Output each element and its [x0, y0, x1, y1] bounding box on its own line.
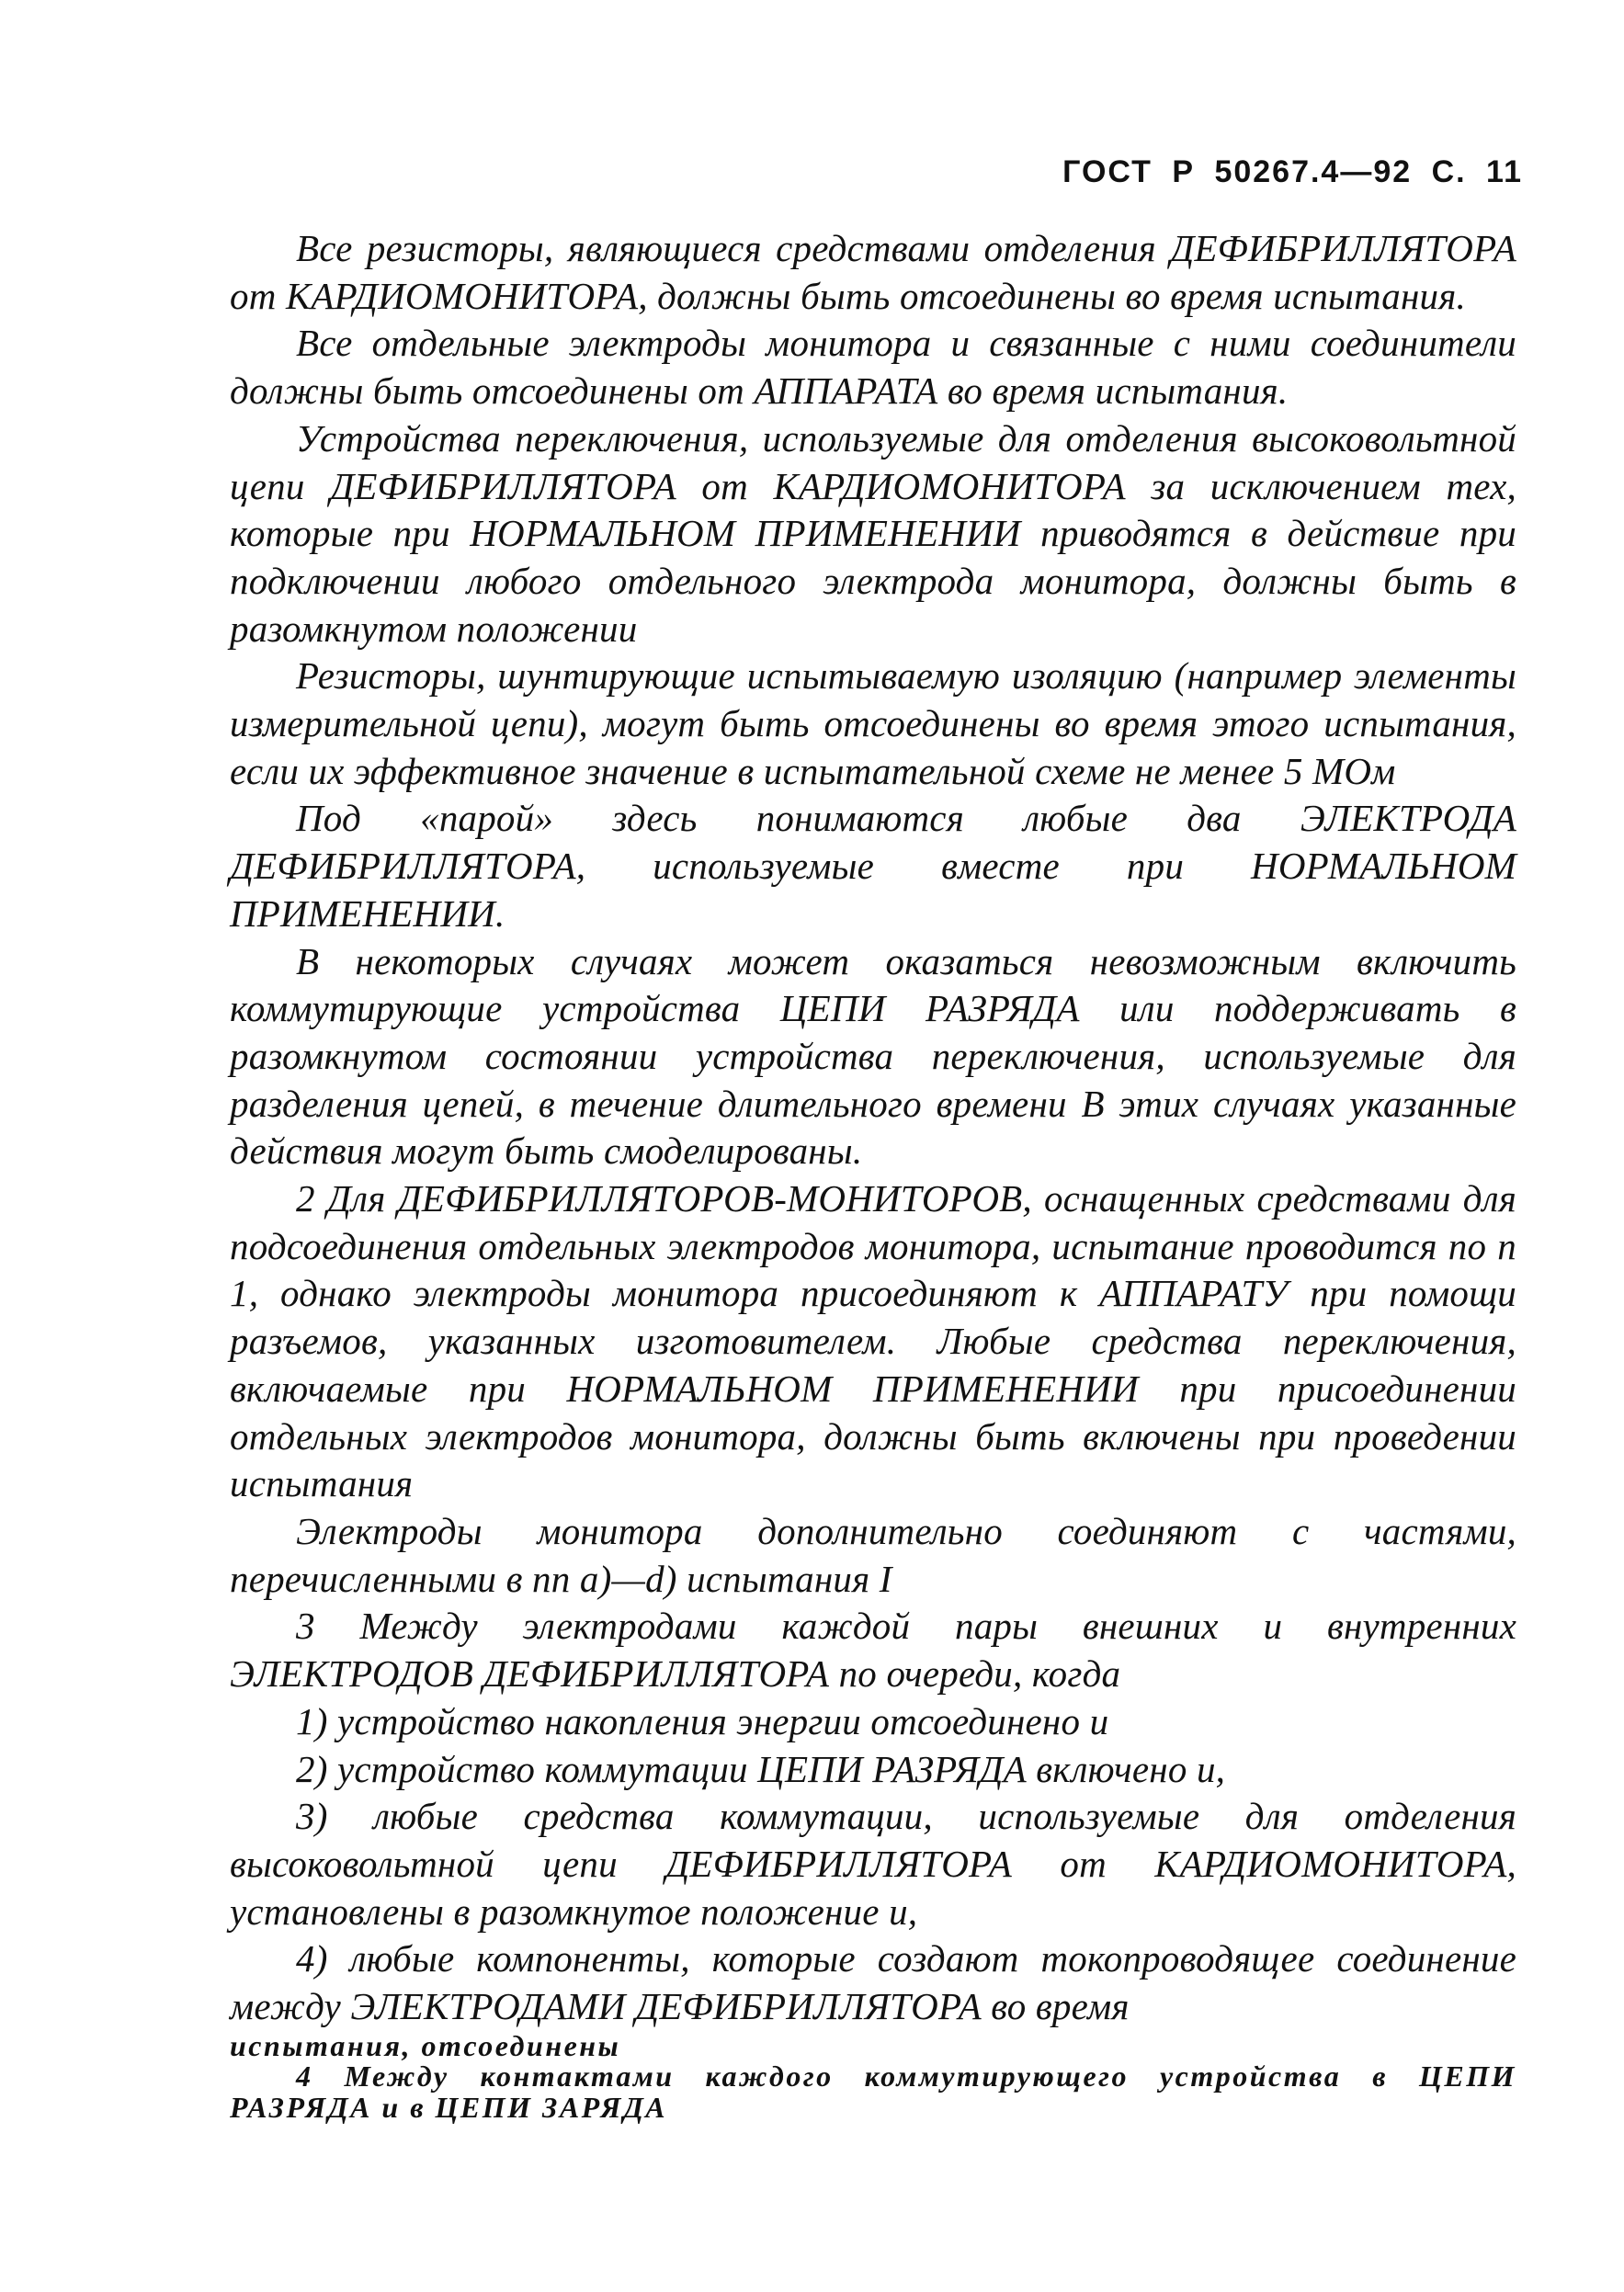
paragraph: 3 Между электродами каждой пары внешних и внутренних ЭЛЕКТРОДОВ ДЕФИБРИЛЛЯТОРА по очереди, когда	[230, 1605, 1516, 1696]
list-item: 1) устройство накопления энергии отсоединено и	[296, 1699, 1109, 1742]
running-header: ГОСТ Р 50267.4—92 С. 11	[1062, 154, 1523, 189]
list-item: 3) любые средства коммутации, используемые для отделения высоковольтной цепи ДЕФИБРИЛЛЯТОРА от КАРДИОМОНИТОРА, установлены в разомкнутое положение и,	[230, 1795, 1516, 1933]
paragraph: Электроды монитора дополнительно соединяют с частями, перечисленными в пп a)—d) испытания I	[230, 1509, 1516, 1600]
small-line: 4 Между контактами каждого коммутирующего устройства в ЦЕПИ РАЗРЯДА и в ЦЕПИ ЗАРЯДА	[230, 2059, 1516, 2124]
list-item: 4) любые компоненты, которые создают токопроводящее соединение между ЭЛЕКТРОДАМИ ДЕФИБРИЛЛЯТОРА во время	[230, 1937, 1516, 2028]
paragraph: 2 Для ДЕФИБРИЛЛЯТОРОВ-МОНИТОРОВ, оснащенных средствами для подсоединения отдельных электродов монитора, испытание проводится по п 1, однако электроды монитора присоединяют к АППАРАТУ при помощи разъемов, указанных изготовителем. Любые средства переключения, включаемые при НОРМАЛЬНОМ ПРИМЕНЕНИИ при присоединении отдельных электродов монитора, должны быть включены при проведении испытания	[230, 1177, 1516, 1505]
body-text	[230, 225, 1516, 2123]
paragraph: В некоторых случаях может оказаться невозможным включить коммутирующие устройства ЦЕПИ РАЗРЯДА или поддерживать в разомкнутом состоянии устройства переключения, используемые для разделения цепей, в течение длительного времени В этих случаях указанные действия могут быть смоделированы.	[230, 939, 1516, 1173]
small-line: испытания, отсоединены	[230, 2028, 621, 2062]
paragraph: Устройства переключения, используемые для отделения высоковольтной цепи ДЕФИБРИЛЛЯТОРА от КАРДИОМОНИТОРА за исключением тех, которые при НОРМАЛЬНОМ ПРИМЕНЕНИИ приводятся в действие при подключении любого отдельного электрода монитора, должны быть в разомкнутом положении	[230, 416, 1516, 650]
paragraph: Все резисторы, являющиеся средствами отделения ДЕФИБРИЛЛЯТОРА от КАРДИОМОНИТОРА, должны быть отсоединены во время испытания.	[230, 227, 1516, 317]
paragraph: Все отдельные электроды монитора и связанные с ними соединители должны быть отсоединены от АППАРАТА во время испытания.	[230, 322, 1516, 413]
list-item: 2) устройство коммутации ЦЕПИ РАЗРЯДА включено и,	[296, 1747, 1226, 1790]
paragraph: Под «парой» здесь понимаются любые два ЭЛЕКТРОДА ДЕФИБРИЛЛЯТОРА, используемые вместе при НОРМАЛЬНОМ ПРИМЕНЕНИИ.	[230, 797, 1516, 935]
paragraph: Резисторы, шунтирующие испытываемую изоляцию (например элементы измерительной цепи), могут быть отсоединены во время этого испытания, если их эффективное значение в испытательной схеме не менее 5 МОм	[230, 654, 1516, 792]
